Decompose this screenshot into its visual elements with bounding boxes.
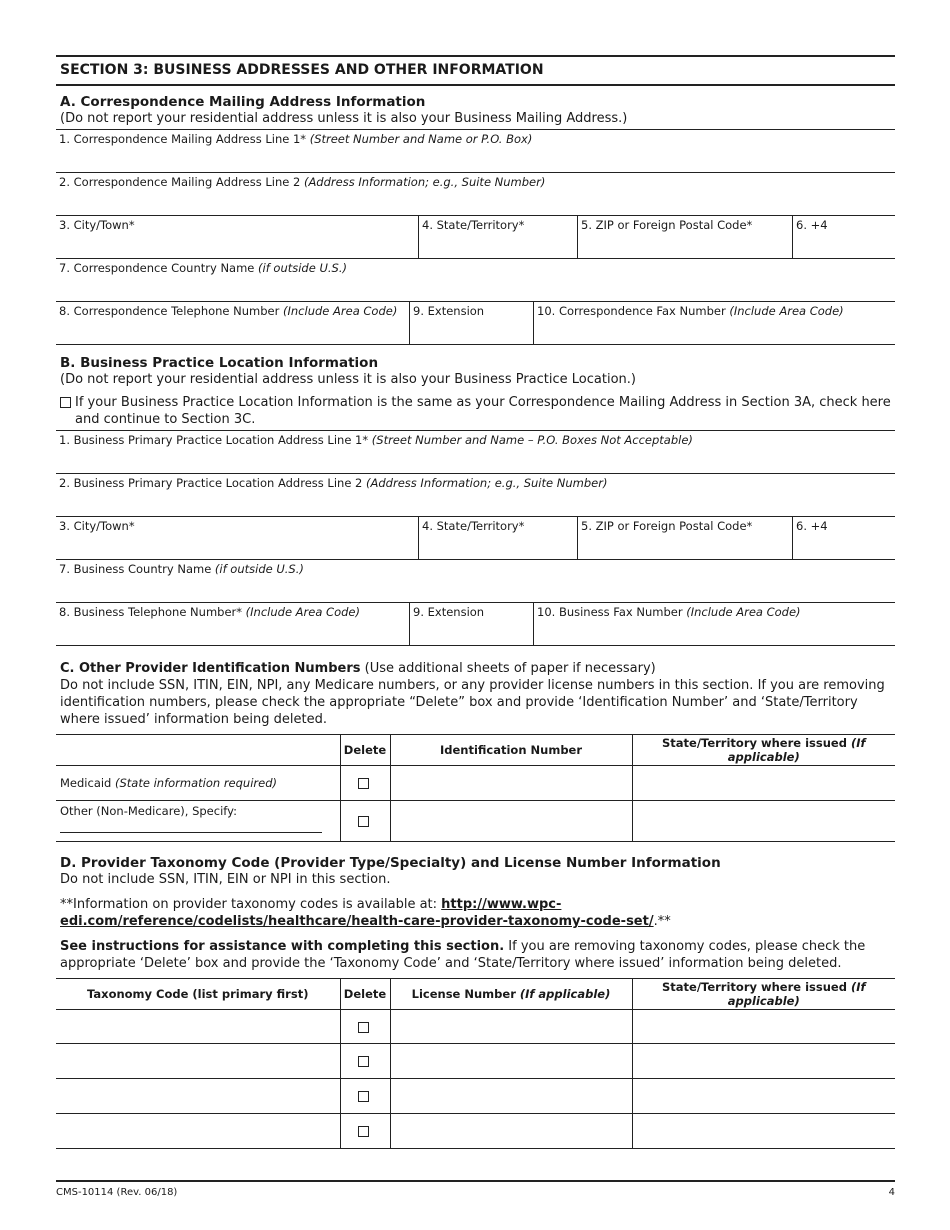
a-zip-field[interactable]: 5. ZIP or Foreign Postal Code* (577, 216, 792, 258)
b-zip4-field[interactable]: 6. +4 (792, 517, 895, 559)
table-row (56, 1010, 895, 1044)
taxonomy-code-input[interactable] (56, 1079, 340, 1114)
taxonomy-code-input[interactable] (56, 1010, 340, 1044)
a-city-field[interactable]: 3. City/Town* (59, 218, 135, 232)
section-c-heading-line (56, 660, 895, 677)
other-delete-cell (340, 801, 390, 842)
a-state-field[interactable]: 4. State/Territory* (418, 216, 577, 258)
page-footer (56, 1180, 895, 1198)
other-delete-checkbox[interactable] (358, 816, 369, 827)
b-address-line2-row (56, 474, 895, 517)
b-address-line2-field[interactable]: 2. Business Primary Practice Location Address Line 2 (Address Information; e.g., Suite Number) (59, 476, 608, 490)
b-fax-field[interactable]: 10. Business Fax Number (Include Area Code) (533, 603, 895, 645)
taxonomy-code-input[interactable] (56, 1114, 340, 1149)
license-state-input[interactable] (632, 1010, 895, 1044)
form-id: CMS-10114 (Rev. 06/18) (56, 1187, 178, 1198)
section-a-heading: A. Correspondence Mailing Address Information (60, 94, 426, 110)
license-number-input[interactable] (390, 1079, 632, 1114)
a-extension-field[interactable]: 9. Extension (409, 302, 533, 344)
medicaid-label: Medicaid (State information required) (56, 766, 340, 801)
taxonomy-delete-checkbox[interactable] (358, 1022, 369, 1033)
b-same-address-checkbox[interactable] (60, 397, 71, 408)
taxonomy-col-code: Taxonomy Code (list primary first) (87, 987, 309, 1001)
b-city-row (56, 517, 895, 560)
license-state-input[interactable] (632, 1114, 895, 1149)
b-country-field[interactable]: 7. Business Country Name (if outside U.S.) (59, 562, 304, 576)
other-specify-cell (56, 801, 340, 842)
section-title: SECTION 3: BUSINESS ADDRESSES AND OTHER INFORMATION (56, 55, 895, 86)
taxonomy-delete-cell (340, 1114, 390, 1149)
b-address-line1-row (56, 431, 895, 474)
other-id-col-delete: Delete (340, 735, 390, 766)
taxonomy-table (56, 978, 895, 1149)
taxonomy-delete-cell (340, 1010, 390, 1044)
a-phone-row (56, 302, 895, 345)
other-specify-label: Other (Non-Medicare), Specify: (60, 804, 237, 818)
b-same-address-option (56, 394, 895, 431)
other-id-input[interactable] (390, 801, 632, 842)
taxonomy-delete-checkbox[interactable] (358, 1056, 369, 1067)
a-address-line2-row (56, 173, 895, 216)
medicaid-id-input[interactable] (390, 766, 632, 801)
a-address-line2-field[interactable]: 2. Correspondence Mailing Address Line 2 (Address Information; e.g., Suite Number) (59, 175, 546, 189)
license-state-input[interactable] (632, 1044, 895, 1079)
taxonomy-code-input[interactable] (56, 1044, 340, 1079)
taxonomy-delete-checkbox[interactable] (358, 1126, 369, 1137)
table-row (56, 801, 895, 842)
other-id-col-id: Identification Number (390, 735, 632, 766)
a-address-line1-field[interactable]: 1. Correspondence Mailing Address Line 1* (Street Number and Name or P.O. Box) (59, 132, 533, 146)
license-number-input[interactable] (390, 1010, 632, 1044)
b-address-line1-field[interactable]: 1. Business Primary Practice Location Address Line 1* (Street Number and Name – P.O. Boxes Not Acceptable) (59, 433, 693, 447)
a-address-line1-row (56, 130, 895, 173)
taxonomy-delete-cell (340, 1079, 390, 1114)
b-zip-field[interactable]: 5. ZIP or Foreign Postal Code* (577, 517, 792, 559)
a-phone-field[interactable]: 8. Correspondence Telephone Number (Include Area Code) (59, 304, 398, 318)
other-id-col-state: State/Territory where issued (If applicable) (632, 735, 895, 766)
table-row (56, 1044, 895, 1079)
table-row (56, 1114, 895, 1149)
medicaid-delete-cell (340, 766, 390, 801)
b-same-address-label: If your Business Practice Location Information is the same as your Correspondence Mailing Address in Section 3A, check here and continue to Section 3C. (75, 395, 891, 427)
b-city-field[interactable]: 3. City/Town* (59, 519, 135, 533)
section-b-heading: B. Business Practice Location Information (60, 355, 379, 371)
other-specify-input[interactable] (60, 818, 322, 833)
section-d-instructions: See instructions for assistance with completing this section. If you are removing taxonomy codes, please check the appropriate ‘Delete’ box and provide the ‘Taxonomy Code’ and ‘State/Territory where issued’ information being deleted. (60, 939, 866, 971)
other-id-table (56, 734, 895, 842)
a-fax-field[interactable]: 10. Correspondence Fax Number (Include Area Code) (533, 302, 895, 344)
medicaid-delete-checkbox[interactable] (358, 778, 369, 789)
taxonomy-link[interactable]: http://www.wpc-edi.com/reference/codelists/healthcare/health-care-provider-taxonomy-code-set/ (60, 897, 654, 929)
other-id-col-blank (56, 735, 340, 766)
taxonomy-col-state: State/Territory where issued (If applicable) (632, 979, 895, 1010)
b-extension-field[interactable]: 9. Extension (409, 603, 533, 645)
section-d-heading: D. Provider Taxonomy Code (Provider Type/Specialty) and License Number Information (60, 855, 721, 871)
other-state-input[interactable] (632, 801, 895, 842)
section-c-heading: C. Other Provider Identification Numbers (60, 661, 361, 676)
b-country-row (56, 560, 895, 603)
taxonomy-delete-cell (340, 1044, 390, 1079)
section-c-instructions: Do not include SSN, ITIN, EIN, NPI, any Medicare numbers, or any provider license numbers in this section. If you are removing identification numbers, please check the appropriate “Delete” box and provide ‘Identification Number’ and ‘State/Territory where issued’ information being deleted. (60, 678, 885, 727)
b-phone-row (56, 603, 895, 646)
taxonomy-info-line: **Information on provider taxonomy codes is available at: http://www.wpc-edi.com/reference/codelists/healthcare/health-care-provider-taxonomy-code-set/.** (60, 897, 671, 929)
table-row (56, 1079, 895, 1114)
section-c-heading-suffix: (Use additional sheets of paper if necessary) (364, 661, 656, 676)
section-d-note: Do not include SSN, ITIN, EIN or NPI in this section. (60, 872, 391, 887)
a-country-row (56, 259, 895, 302)
b-state-field[interactable]: 4. State/Territory* (418, 517, 577, 559)
section-a-note: (Do not report your residential address unless it is also your Business Mailing Address.) (56, 110, 895, 130)
section-b-note: (Do not report your residential address unless it is also your Business Practice Location.) (60, 372, 636, 387)
a-zip4-field[interactable]: 6. +4 (792, 216, 895, 258)
taxonomy-delete-checkbox[interactable] (358, 1091, 369, 1102)
page-number: 4 (888, 1187, 895, 1198)
taxonomy-col-delete: Delete (340, 979, 390, 1010)
license-state-input[interactable] (632, 1079, 895, 1114)
medicaid-state-input[interactable] (632, 766, 895, 801)
license-number-input[interactable] (390, 1114, 632, 1149)
a-city-row (56, 216, 895, 259)
a-country-field[interactable]: 7. Correspondence Country Name (if outside U.S.) (59, 261, 347, 275)
license-number-input[interactable] (390, 1044, 632, 1079)
b-phone-field[interactable]: 8. Business Telephone Number* (Include Area Code) (59, 605, 360, 619)
taxonomy-col-license: License Number (If applicable) (390, 979, 632, 1010)
table-row (56, 766, 895, 801)
